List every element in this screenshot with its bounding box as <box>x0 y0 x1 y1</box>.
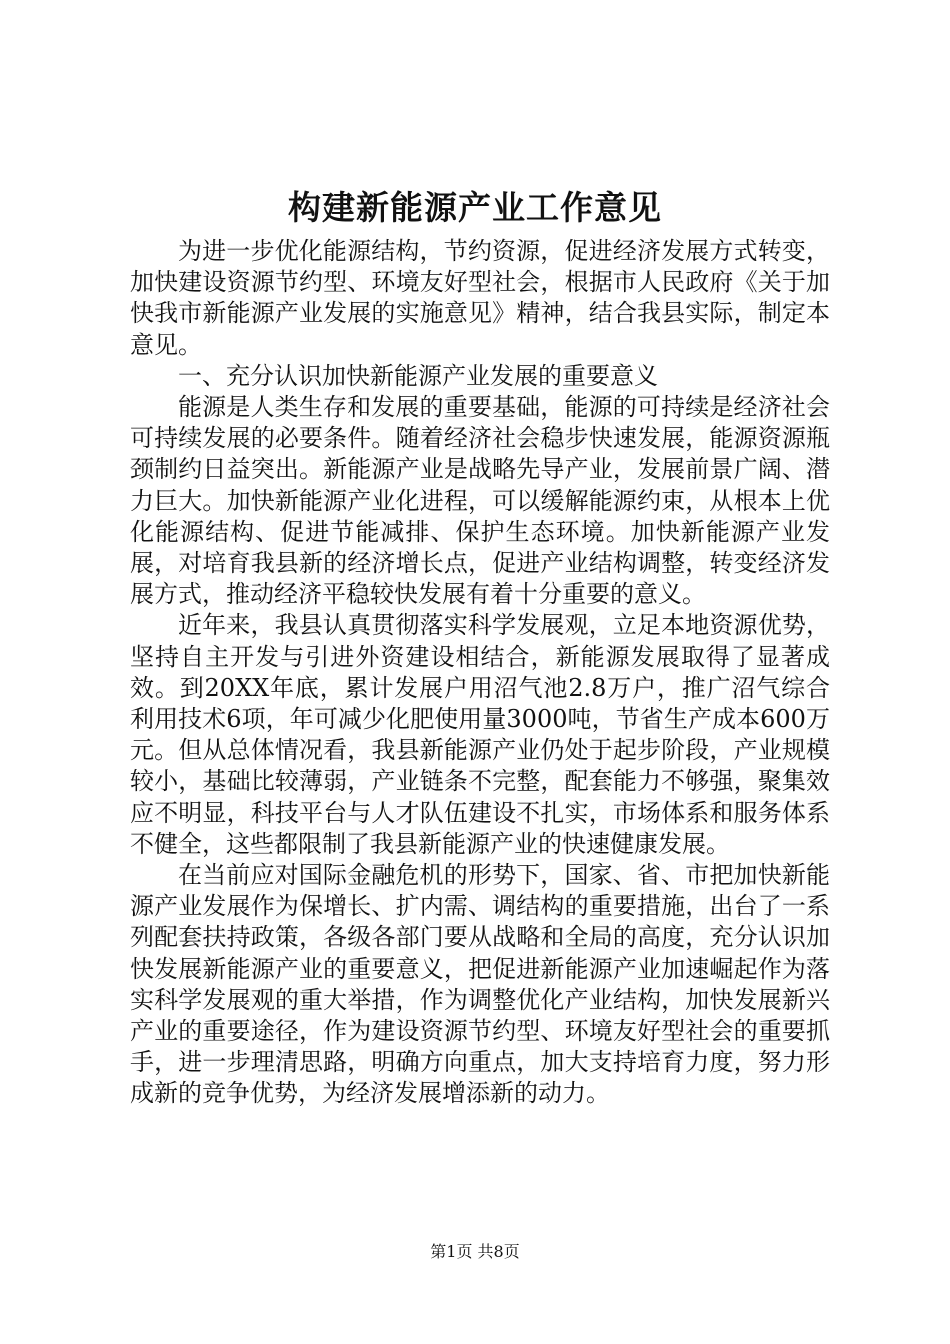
intro-paragraph: 为进一步优化能源结构，节约资源，促进经济发展方式转变，加快建设资源节约型、环境友好型社会，根据市人民政府《关于加快我市新能源产业发展的实施意见》精神，结合我县实际，制定本意见。 <box>130 237 830 359</box>
section-heading: 一、充分认识加快新能源产业发展的重要意义 <box>178 361 658 390</box>
body-paragraph: 能源是人类生存和发展的重要基础，能源的可持续是经济社会可持续发展的必要条件。随着经济社会稳步快速发展，能源资源瓶颈制约日益突出。新能源产业是战略先导产业，发展前景广阔、潜力巨大。加快新能源产业化进程，可以缓解能源约束，从根本上优化能源结构、促进节能减排、保护生态环境。加快新能源产业发展，对培育我县新的经济增长点，促进产业结构调整，转变经济发展方式，推动经济平稳较快发展有着十分重要的意义。 <box>130 393 830 609</box>
body-paragraph: 近年来，我县认真贯彻落实科学发展观，立足本地资源优势，坚持自主开发与引进外资建设相结合，新能源发展取得了显著成效。到20XX年底，累计发展户用沼气池2.8万户，推广沼气综合利用技术6项，年可减少化肥使用量3000吨，节省生产成本600万元。但从总体情况看，我县新能源产业仍处于起步阶段，产业规模较小，基础比较薄弱，产业链条不完整，配套能力不够强，聚集效应不明显，科技平台与人才队伍建设不扎实，市场体系和服务体系不健全，这些都限制了我县新能源产业的快速健康发展。 <box>130 611 830 858</box>
document-body <box>130 236 830 1110</box>
page-number-footer: 第1页 共8页 <box>430 1242 520 1261</box>
body-paragraph: 在当前应对国际金融危机的形势下，国家、省、市把加快新能源产业发展作为保增长、扩内需、调结构的重要措施，出台了一系列配套扶持政策，各级各部门要从战略和全局的高度，充分认识加快发展新能源产业的重要意义，把促进新能源产业加速崛起作为落实科学发展观的重大举措，作为调整优化产业结构，加快发展新兴产业的重要途径，作为建设资源节约型、环境友好型社会的重要抓手，进一步理清思路，明确方向重点，加大支持培育力度，努力形成新的竞争优势，为经济发展增添新的动力。 <box>130 861 830 1108</box>
document-title: 构建新能源产业工作意见 <box>288 188 662 227</box>
